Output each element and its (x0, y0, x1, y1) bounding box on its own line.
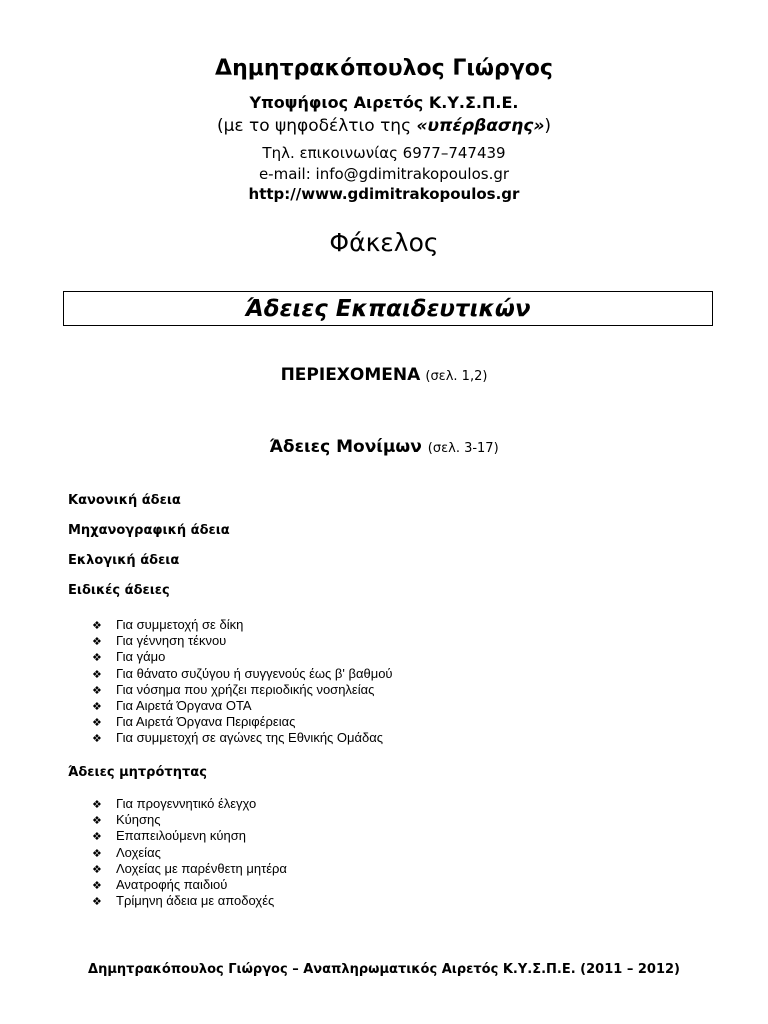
ballot-prefix: (με το ψηφοδέλτιο της (216, 116, 417, 136)
bullet-icon: ❖ (92, 667, 102, 681)
list-item (92, 845, 287, 861)
list-item-text: Για Αιρετά Όργανα ΟΤΑ (116, 697, 252, 713)
contents-pages: (σελ. 1,2) (425, 369, 488, 384)
list-item (92, 617, 393, 633)
list-item (92, 714, 393, 730)
document-title-box (63, 291, 713, 326)
candidate-subtitle: Υποψήφιος Αιρετός Κ.Υ.Σ.Π.Ε. (249, 93, 519, 112)
list-item-text: Ανατροφής παιδιού (116, 876, 228, 892)
list-item (92, 633, 393, 649)
list-item-text: Για γάμο (116, 649, 166, 665)
list-item (92, 893, 287, 909)
list-item-text: Λοχείας (116, 844, 161, 860)
bullet-icon: ❖ (92, 683, 102, 697)
list-item-text: Για γέννηση τέκνου (116, 633, 227, 649)
ballot-line (0, 116, 768, 136)
maternity-leave-list (92, 796, 287, 909)
list-item (92, 666, 393, 682)
permanent-leave-label: Άδειες Μονίμων (269, 437, 422, 457)
bullet-icon: ❖ (92, 651, 102, 665)
list-item-text: Για Αιρετά Όργανα Περιφέρειας (116, 714, 296, 730)
bullet-icon: ❖ (92, 699, 102, 713)
page-footer: Δημητρακόπουλος Γιώργος – Αναπληρωματικός Αιρετός Κ.Υ.Σ.Π.Ε. (2011 – 2012) (88, 962, 680, 977)
website-link[interactable]: http://www.gdimitrakopoulos.gr (248, 185, 520, 203)
list-item-text: Για νόσημα που χρήζει περιοδικής νοσηλείας (116, 681, 375, 697)
special-leave-list (92, 617, 393, 747)
list-item-text: Για συμμετοχή σε δίκη (116, 617, 244, 632)
list-item (92, 796, 287, 812)
electoral-leave-heading: Εκλογική άδεια (68, 553, 180, 568)
bullet-icon: ❖ (92, 895, 102, 909)
bullet-icon: ❖ (92, 846, 102, 860)
list-item-text: Επαπειλούμενη κύηση (116, 828, 246, 844)
contents-label: ΠΕΡΙΕΧΟΜΕΝΑ (280, 365, 421, 385)
list-item-text: Λοχείας με παρένθετη μητέρα (116, 860, 287, 876)
list-item (92, 730, 393, 746)
bullet-icon: ❖ (92, 830, 102, 844)
folder-label: Φάκελος (329, 228, 439, 257)
list-item (92, 828, 287, 844)
list-item-text: Για συμμετοχή σε αγώνες της Εθνικής Ομάδας (116, 730, 384, 746)
email-line[interactable]: e-mail: info@gdimitrakopoulos.gr (258, 165, 510, 183)
bullet-icon: ❖ (92, 716, 102, 730)
bullet-icon: ❖ (92, 635, 102, 649)
list-item (92, 698, 393, 714)
bullet-icon: ❖ (92, 732, 102, 746)
list-item (92, 682, 393, 698)
permanent-leave-line (0, 437, 768, 457)
list-item-text: Για θάνατο συζύγου ή συγγενούς έως β' βαθμού (116, 665, 393, 681)
list-item-text: Τρίμηνη άδεια με αποδοχές (116, 893, 275, 909)
ballot-suffix: ) (544, 116, 552, 136)
document-title: Άδειες Εκπαιδευτικών (245, 296, 531, 322)
permanent-leave-pages: (σελ. 3-17) (427, 441, 499, 456)
list-item (92, 812, 287, 828)
maternity-leave-heading: Άδειες μητρότητας (68, 765, 207, 780)
bullet-icon: ❖ (92, 862, 102, 876)
list-item (92, 649, 393, 665)
bullet-icon: ❖ (92, 878, 102, 892)
mechanographic-leave-heading: Μηχανογραφική άδεια (68, 523, 230, 538)
list-item-text: Κύησης (116, 812, 161, 828)
author-name: Δημητρακόπουλος Γιώργος (215, 56, 553, 81)
contents-line (0, 365, 768, 385)
list-item (92, 861, 287, 877)
special-leave-heading: Ειδικές άδειες (68, 583, 170, 598)
bullet-icon: ❖ (92, 814, 102, 828)
bullet-icon: ❖ (92, 798, 102, 811)
list-item (92, 877, 287, 893)
bullet-icon: ❖ (92, 619, 102, 632)
regular-leave-heading: Κανονική άδεια (68, 493, 181, 508)
list-item-text: Για προγεννητικό έλεγχο (116, 796, 257, 811)
phone-line: Τηλ. επικοινωνίας 6977–747439 (262, 144, 506, 162)
ballot-emphasis: «υπέρβασης» (416, 116, 545, 136)
